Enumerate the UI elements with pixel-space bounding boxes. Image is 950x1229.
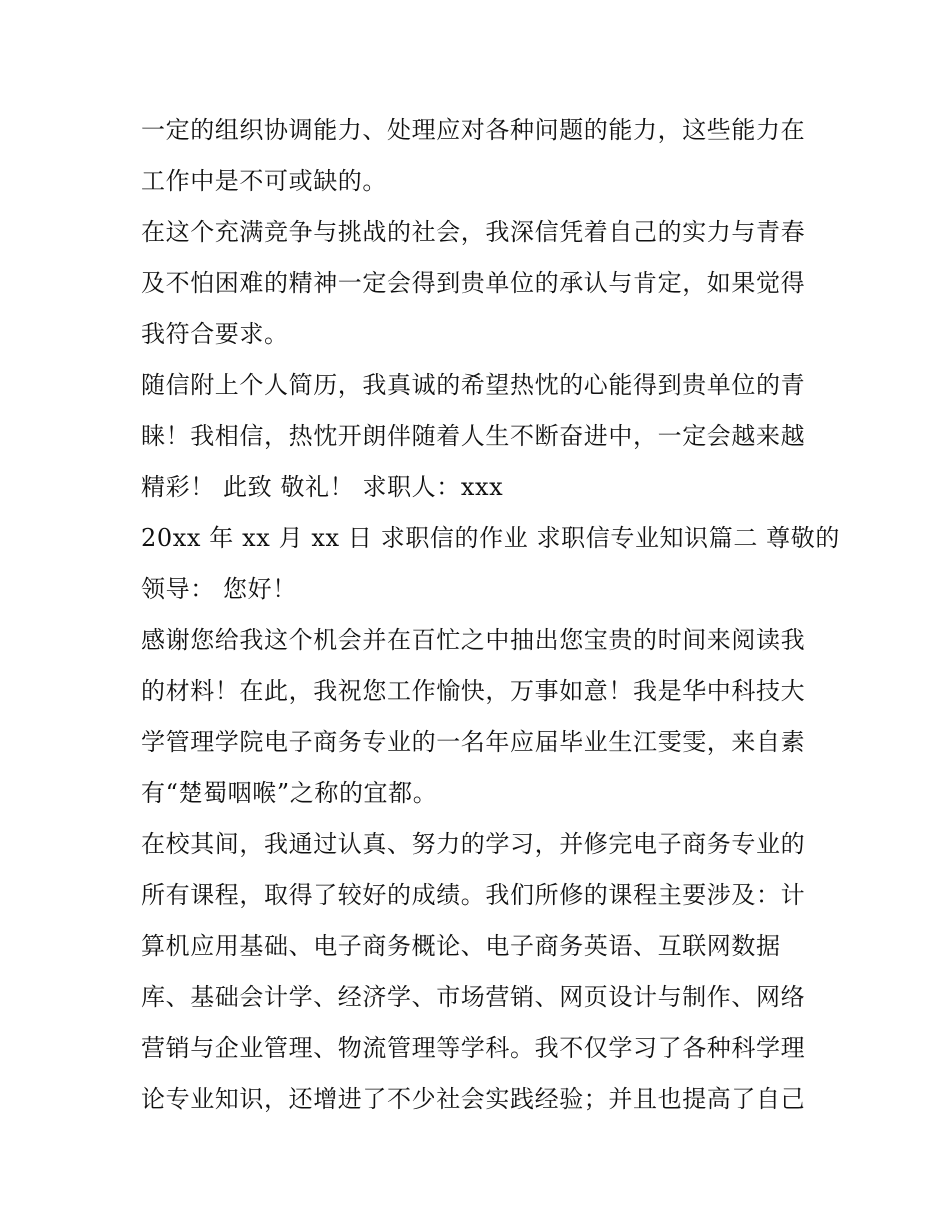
text-line: 我符合要求。: [141, 320, 289, 348]
text-line: 论专业知识，还增进了不少社会实践经验；并且也提高了自己: [141, 1085, 806, 1113]
text-line: 的材料！在此，我祝您工作愉快，万事如意！我是华中科技大: [141, 677, 806, 705]
text-line: 有“楚蜀咽喉”之称的宜都。: [141, 779, 438, 807]
text-line: 感谢您给我这个机会并在百忙之中抽出您宝贵的时间来阅读我: [141, 626, 806, 654]
text-line: 所有课程，取得了较好的成绩。我们所修的课程主要涉及：计: [141, 881, 806, 909]
text-line: 及不怕困难的精神一定会得到贵单位的承认与肯定，如果觉得: [141, 269, 806, 297]
text-line: 一定的组织协调能力、处理应对各种问题的能力，这些能力在: [141, 116, 806, 144]
text-line: 领导： 您好！: [141, 575, 297, 603]
text-line: 随信附上个人简历，我真诚的希望热忱的心能得到贵单位的青: [141, 371, 806, 399]
text-line: 在这个充满竞争与挑战的社会，我深信凭着自己的实力与青春: [141, 218, 806, 246]
text-line: 睐！我相信，热忱开朗伴随着人生不断奋进中，一定会越来越: [141, 422, 806, 450]
text-line: 学管理学院电子商务专业的一名年应届毕业生江雯雯，来自素: [141, 728, 806, 756]
text-line: 20xx 年 xx 月 xx 日 求职信的作业 求职信专业知识篇二 尊敬的: [141, 524, 840, 552]
text-line: 精彩！ 此致 敬礼！ 求职人：xxx: [141, 473, 504, 501]
text-line: 库、基础会计学、经济学、市场营销、网页设计与制作、网络: [141, 983, 806, 1011]
text-line: 在校其间，我通过认真、努力的学习，并修完电子商务专业的: [141, 830, 806, 858]
text-line: 营销与企业管理、物流管理等学科。我不仅学习了各种科学理: [141, 1034, 806, 1062]
body-text: [141, 105, 840, 1125]
text-line: 工作中是不可或缺的。: [141, 167, 387, 195]
text-line: 算机应用基础、电子商务概论、电子商务英语、互联网数据: [141, 932, 781, 960]
